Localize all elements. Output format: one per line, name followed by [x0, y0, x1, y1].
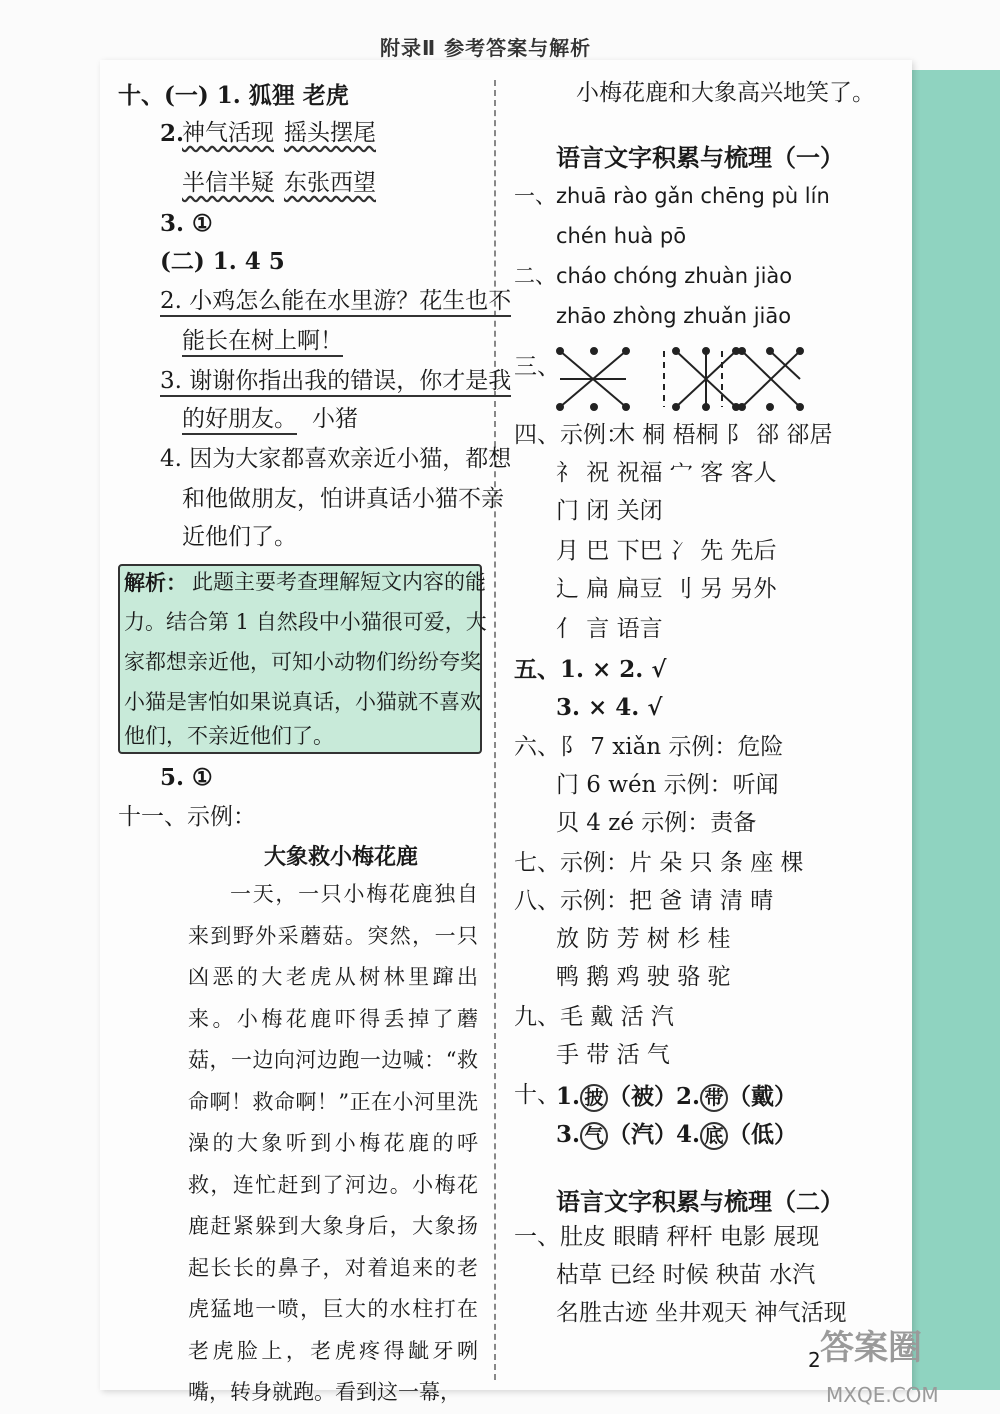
- analysis-line2: 力。结合第 1 自然段中小猫很可爱，大: [124, 610, 487, 634]
- match-label: 三、: [514, 354, 560, 380]
- idiom-2: 摇头摆尾: [284, 120, 376, 146]
- pinyin-row-1b: chén huà pō: [556, 224, 687, 248]
- analysis-line3: 家都想亲近他，可知小动物们纷纷夸奖: [124, 650, 481, 674]
- section8-row2: 放 防 芳 树 杉 桂: [556, 926, 731, 952]
- s10-q3: 3. ①: [160, 210, 213, 237]
- section4-row-5: 辶 扁 扁豆 刂 另 另外: [556, 576, 777, 602]
- watermark-logo: 答案圈: [820, 1328, 922, 1368]
- story-title: 大象救小梅花鹿: [264, 844, 419, 870]
- s10-part2-q2-line1: 2. 小鸡怎么能在水里游？花生也不: [160, 290, 511, 317]
- section-title-2: 语言文字积累与梳理（二）: [556, 1188, 844, 1216]
- section10-item-1: 1. 披 （被）: [556, 1083, 678, 1110]
- section4-row-1: 木 桐 梧桐 阝 郤 郤居: [612, 422, 833, 448]
- s11-label: 十一、示例：: [118, 804, 256, 830]
- idiom-4: 东张西望: [284, 170, 376, 196]
- section4-label: 四、示例：: [514, 422, 629, 448]
- circled-char: 披: [580, 1084, 608, 1112]
- pinyin-row-2a: 二、cháo chóng zhuàn jiào: [514, 264, 793, 288]
- analysis-line1: 此题主要考查理解短文内容的能: [192, 570, 486, 594]
- idiom-3: 半信半疑: [182, 170, 274, 196]
- story-ending: 小梅花鹿和大象高兴地笑了。: [576, 80, 875, 106]
- matching-lines: [556, 345, 806, 415]
- section5-row1: 五、1. × 2. √: [514, 656, 667, 683]
- section9-row2: 手 带 活 气: [556, 1042, 670, 1068]
- section10-item-4: 4. 底 （低）: [676, 1121, 798, 1148]
- section6-row2: 门 6 wén 示例：听闻: [556, 772, 779, 798]
- pinyin-row-1a: 一、zhuā rào gǎn chēng pù lín: [514, 184, 830, 208]
- section6-row3: 贝 4 zé 示例：责备: [556, 810, 757, 836]
- page-number: 2: [808, 1348, 821, 1372]
- section-title-1: 语言文字积累与梳理（一）: [556, 144, 844, 172]
- section10-label: 十、: [514, 1082, 560, 1108]
- s10-part2-q3-line1: 3. 谢谢你指出我的错误，你才是我: [160, 370, 511, 397]
- section2-row3: 名胜古迹 坐井观天 神气活现: [556, 1300, 847, 1326]
- page-header: 附录Ⅱ 参考答案与解析: [380, 36, 592, 60]
- section8-row1: 八、示例：把 爸 请 清 晴: [514, 888, 774, 914]
- s10-part2-q4-line1: 4. 因为大家都喜欢亲近小猫，都想: [160, 446, 512, 472]
- section10-item-2: 2. 带 （戴）: [676, 1083, 798, 1110]
- column-divider: [494, 80, 496, 1380]
- book-edge: [900, 70, 1000, 1370]
- section5-row2: 3. × 4. √: [556, 694, 663, 721]
- s10-part2-q3-answer: 小猪: [312, 406, 358, 432]
- section4-row-6: 亻 言 语言: [556, 616, 663, 642]
- section4-row-2: 礻 祝 祝福 宀 客 客人: [556, 460, 777, 486]
- circled-char: 气: [580, 1122, 608, 1150]
- s10-q5: 5. ①: [160, 764, 213, 791]
- analysis-label: 解析：: [124, 570, 187, 595]
- pinyin-row-2b: zhāo zhòng zhuǎn jiāo: [556, 304, 792, 328]
- story-text: 一天，一只小梅花鹿独自来到野外采蘑菇。突然，一只凶恶的大老虎从树林里蹿出来。小梅花鹿吓得丢掉了蘑菇，一边向河边跑一边喊：“救命啊！救命啊！”正在小河里洗澡的大象听到小梅花鹿的呼救，连忙赶到了河边。小梅花鹿赶紧躲到大象身后，大象扬起长长的鼻子，对着追来的老虎猛地一喷，巨大的水柱打在老虎脸上，老虎疼得龇牙咧嘴，转身就跑。看到这一幕，: [188, 882, 478, 1404]
- idiom-1: 神气活现: [182, 120, 274, 146]
- s10-q2-number: 2.: [160, 120, 185, 147]
- s10-part2-q4-line3: 近他们了。: [182, 524, 297, 550]
- circled-char: 底: [700, 1122, 728, 1150]
- section9-row1: 九、毛 戴 活 汽: [514, 1004, 674, 1030]
- s10-part2-q2-line2: 能长在树上啊！: [182, 330, 343, 357]
- analysis-line5: 他们，不亲近他们了。: [124, 724, 334, 748]
- watermark-url: MXQE.COM: [826, 1383, 939, 1407]
- analysis-line4: 小猫是害怕如果说真话，小猫就不喜欢: [124, 690, 481, 714]
- section6-row1: 六、阝 7 xiǎn 示例：危险: [514, 734, 784, 760]
- s10-part2-q3-line2: 的好朋友。: [182, 408, 297, 435]
- section7: 七、示例：片 朵 只 条 座 棵: [514, 850, 804, 876]
- section10-item-3: 3. 气 （汽）: [556, 1121, 678, 1148]
- circled-char: 带: [700, 1084, 728, 1112]
- section4-row-3: 门 闭 关闭: [556, 498, 663, 524]
- section2-row2: 枯草 已经 时候 秧苗 水汽: [556, 1262, 816, 1288]
- section8-row3: 鸭 鹅 鸡 驶 骆 驼: [556, 964, 731, 990]
- s10-part2-q1: (二) 1. 4 5: [160, 248, 285, 275]
- section4-row-4: 月 巴 下巴 冫 先 先后: [556, 538, 777, 564]
- section2-row1: 一、肚皮 眼睛 秤杆 电影 展现: [514, 1224, 820, 1250]
- s10-part2-q4-line2: 和他做朋友，怕讲真话小猫不亲: [182, 486, 504, 512]
- s10-line1: 十、(一) 1. 狐狸 老虎: [118, 82, 349, 109]
